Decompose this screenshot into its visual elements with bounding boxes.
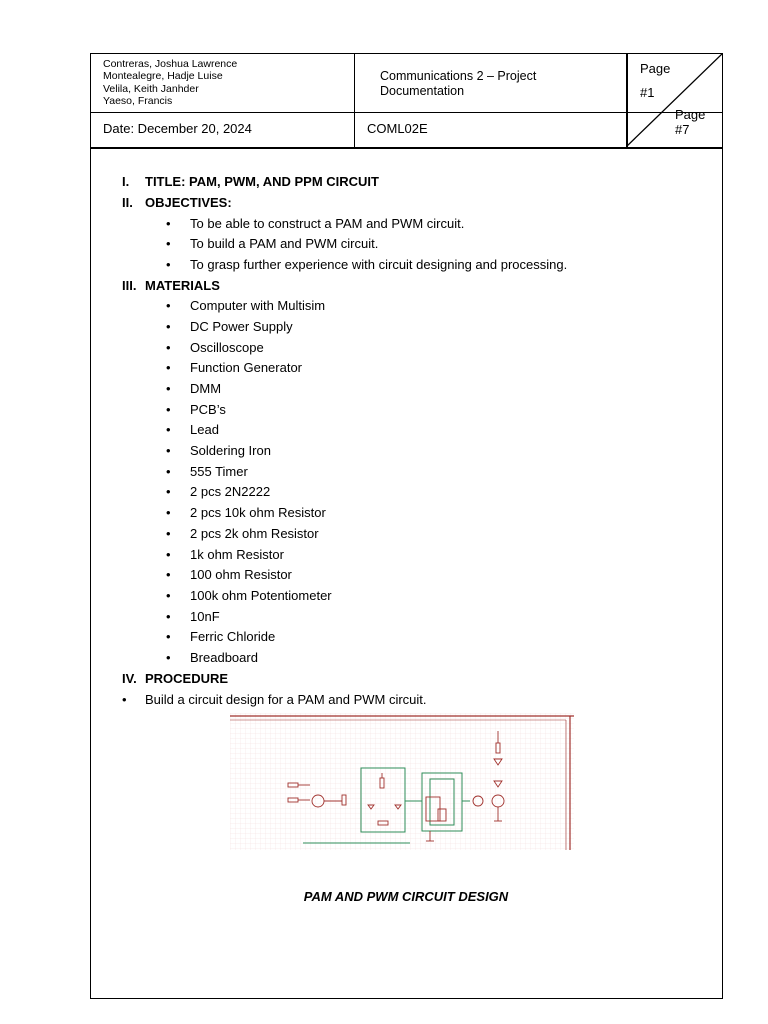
bullet-icon: • (166, 629, 171, 644)
bullet-icon: • (122, 692, 127, 707)
author-name: Montealegre, Hadje Luise (103, 70, 223, 83)
material-text: Soldering Iron (190, 443, 271, 458)
bullet-icon: • (166, 484, 171, 499)
bullet-icon: • (166, 443, 171, 458)
section-number: III. (122, 278, 137, 293)
course-title (380, 69, 536, 99)
bullet-icon: • (166, 236, 171, 251)
author-list (103, 58, 237, 107)
bullet-icon: • (166, 547, 171, 562)
material-item (166, 629, 275, 644)
section-number: IV. (122, 671, 137, 686)
material-item (166, 319, 293, 334)
page-total-label: Page (675, 107, 706, 122)
bullet-icon: • (166, 609, 171, 624)
material-item (166, 464, 248, 479)
page-number: #1 (640, 85, 655, 100)
figure-caption: PAM AND PWM CIRCUIT DESIGN (303, 889, 509, 904)
author-name: Yaeso, Francis (103, 94, 173, 107)
material-text: Lead (190, 422, 219, 437)
material-item (166, 505, 326, 520)
section-heading: PROCEDURE (145, 671, 229, 686)
material-item (166, 340, 264, 355)
material-item (166, 381, 221, 396)
section-materials (122, 278, 220, 293)
course-title-line: Communications 2 – Project (380, 69, 537, 83)
material-item (166, 547, 284, 562)
section-heading: MATERIALS (145, 278, 220, 293)
material-text: 1k ohm Resistor (190, 547, 284, 562)
material-item (166, 650, 258, 665)
circuit-schematic-figure (230, 713, 574, 850)
material-item (166, 298, 325, 313)
material-item (166, 360, 302, 375)
bullet-icon: • (166, 402, 171, 417)
section-heading: TITLE: PAM, PWM, AND PPM CIRCUIT (145, 174, 379, 189)
material-item (166, 609, 220, 624)
course-code: COML02E (367, 121, 428, 136)
material-item (166, 443, 271, 458)
section-title (122, 174, 379, 189)
material-text: 555 Timer (190, 464, 248, 479)
material-item (166, 526, 319, 541)
objective-text: To build a PAM and PWM circuit. (190, 236, 379, 251)
course-title-line: Documentation (380, 84, 465, 98)
author-name: Velila, Keith Janhder (103, 82, 199, 95)
section-number: I. (122, 174, 130, 189)
material-text: Computer with Multisim (190, 298, 326, 313)
bullet-icon: • (166, 216, 171, 231)
material-text: DC Power Supply (190, 319, 293, 334)
material-text: Function Generator (190, 360, 303, 375)
material-text: PCB’s (190, 402, 226, 417)
bullet-icon: • (166, 464, 171, 479)
bullet-icon: • (166, 505, 171, 520)
material-text: Oscilloscope (190, 340, 264, 355)
material-text: 2 pcs 2k ohm Resistor (190, 526, 319, 541)
date-field: Date: December 20, 2024 (103, 121, 252, 136)
material-item (166, 402, 226, 417)
bullet-icon: • (166, 650, 171, 665)
material-item (166, 567, 292, 582)
bullet-icon: • (166, 340, 171, 355)
page-label: Page (640, 61, 671, 76)
bullet-icon: • (166, 526, 171, 541)
material-text: Breadboard (190, 650, 258, 665)
bullet-icon: • (166, 298, 171, 313)
material-text: 2 pcs 10k ohm Resistor (190, 505, 326, 520)
material-item (166, 422, 219, 437)
section-number: II. (122, 195, 133, 210)
bullet-icon: • (166, 422, 171, 437)
bullet-icon: • (166, 360, 171, 375)
material-item (166, 588, 332, 603)
objective-text: To be able to construct a PAM and PWM circuit. (190, 216, 465, 231)
author-name: Contreras, Joshua Lawrence (103, 58, 238, 70)
section-objectives (122, 195, 232, 210)
procedure-text: Build a circuit design for a PAM and PWM circuit. (145, 692, 427, 707)
material-text: 10nF (190, 609, 220, 624)
header-col-1 (354, 53, 355, 148)
objective-item (166, 236, 378, 251)
section-procedure (122, 671, 228, 686)
material-text: 2 pcs 2N2222 (190, 484, 271, 499)
page-total: #7 (675, 122, 690, 137)
material-text: 100k ohm Potentiometer (190, 588, 332, 603)
material-text: DMM (190, 381, 222, 396)
material-text: 100 ohm Resistor (190, 567, 292, 582)
bullet-icon: • (166, 381, 171, 396)
objective-item (166, 216, 464, 231)
material-text: Ferric Chloride (190, 629, 276, 644)
objective-item (166, 257, 567, 272)
procedure-item (122, 692, 427, 707)
material-item (166, 484, 270, 499)
bullet-icon: • (166, 257, 171, 272)
section-heading: OBJECTIVES: (145, 195, 232, 210)
header-divider-2 (90, 147, 723, 149)
bullet-icon: • (166, 319, 171, 334)
bullet-icon: • (166, 588, 171, 603)
bullet-icon: • (166, 567, 171, 582)
objective-text: To grasp further experience with circuit designing and processing. (190, 257, 568, 272)
